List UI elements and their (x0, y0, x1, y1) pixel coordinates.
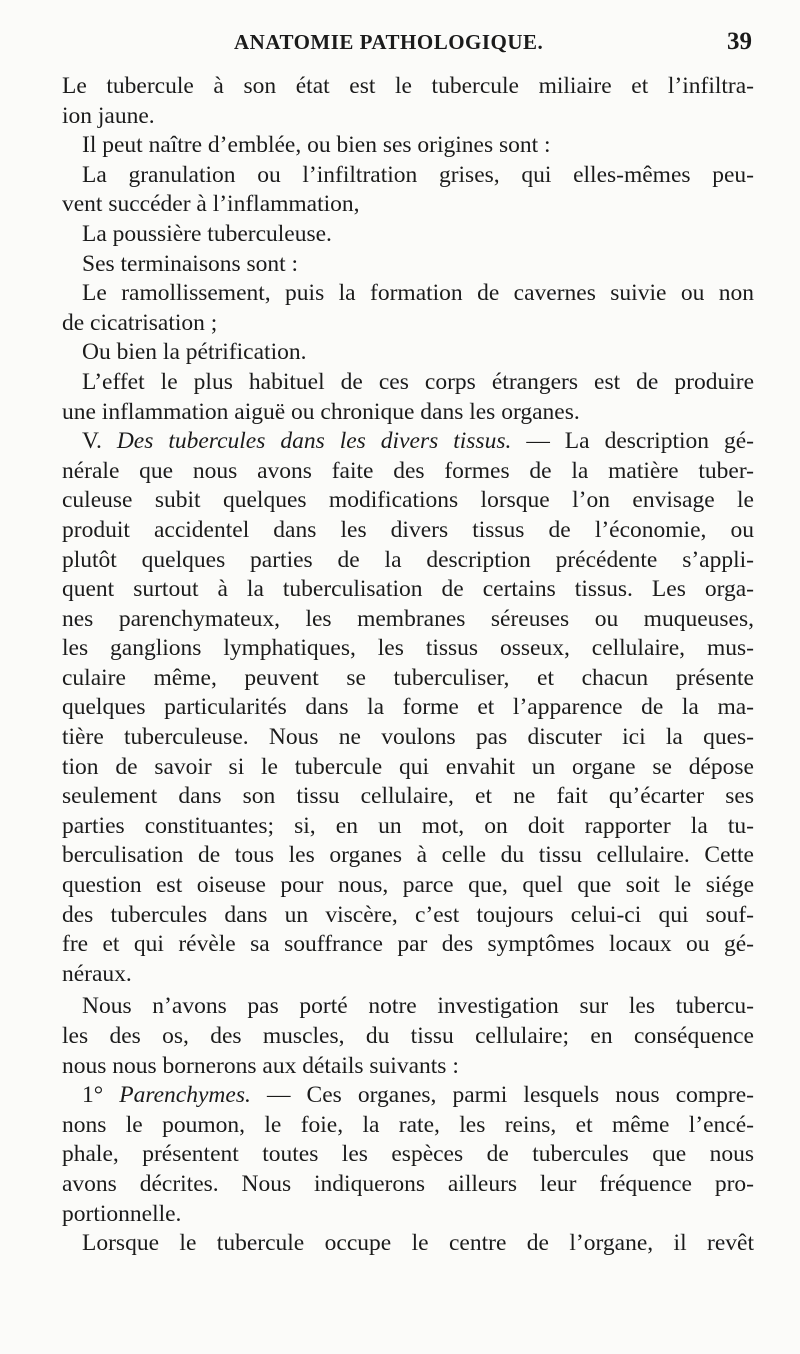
text-line: quent surtout à la tuberculisation de certains tissus. Les orga- (62, 576, 754, 603)
text-line: Le ramollissement, puis la formation de cavernes suivie ou non (82, 280, 754, 307)
text-line: tière tuberculeuse. Nous ne voulons pas discuter ici la ques- (62, 724, 754, 751)
section-heading-italic: Parenchymes. (119, 1082, 251, 1109)
line-prefix: V. (82, 428, 117, 455)
text-line: quelques particularités dans la forme et l’apparence de la ma- (62, 694, 754, 721)
text-line: culaire même, peuvent se tuberculiser, et chacun présente (62, 664, 754, 691)
text-line: Il peut naître d’emblée, ou bien ses origines sont : (82, 132, 551, 159)
text-line: vent succéder à l’inflammation, (62, 191, 360, 218)
text-line: des tubercules dans un viscère, c’est toujours celui-ci qui souf- (62, 901, 754, 928)
text-line: plutôt quelques parties de la description précédente s’appli- (62, 546, 754, 573)
text-line: les des os, des muscles, du tissu cellulaire; en conséquence (62, 1023, 754, 1049)
text-line: une inflammation aiguë ou chronique dans les organes. (62, 398, 580, 425)
text-line (62, 1081, 754, 1111)
text-line: nons le poumon, le foie, la rate, les reins, et même l’encé- (62, 1111, 754, 1138)
text-line: La poussière tuberculeuse. (82, 220, 332, 247)
body-text (62, 72, 754, 1259)
text-line: de cicatrisation ; (62, 309, 218, 336)
line-suffix: — La description gé- (511, 428, 754, 455)
running-head: ANATOMIE PATHOLOGIQUE. (234, 30, 544, 54)
text-line: phale, présentent toutes les espèces de tubercules que nous (62, 1141, 754, 1168)
text-line: tion de savoir si le tubercule qui envahit un organe se dépose (62, 753, 754, 780)
text-line: La granulation ou l’infiltration grises, qui elles-mêmes peu- (82, 161, 754, 188)
text-line: nérale que nous avons faite des formes de la matière tuber- (62, 457, 754, 484)
text-line: produit accidentel dans les divers tissus de l’économie, ou (62, 516, 754, 543)
text-line: Lorsque le tubercule occupe le centre de l’organe, il revêt (82, 1230, 754, 1257)
text-line: Le tubercule à son état est le tubercule miliaire et l’infiltra- (62, 73, 754, 99)
text-line: les ganglions lymphatiques, les tissus osseux, cellulaire, mus- (62, 635, 754, 662)
text-line: seulement dans son tissu cellulaire, et ne fait qu’écarter ses (62, 783, 754, 810)
text-line: Ou bien la pétrification. (82, 339, 307, 366)
text-line: avons décrites. Nous indiquerons ailleurs leur fréquence pro- (62, 1170, 754, 1197)
text-line (62, 427, 754, 457)
text-line: parties constituantes; si, en un mot, on doit rapporter la tu- (62, 812, 754, 839)
text-line: fre et qui révèle sa souffrance par des symptômes locaux ou gé- (62, 931, 754, 958)
line-suffix: — Ces organes, parmi lesquels nous compre- (250, 1082, 754, 1109)
text-line: berculisation de tous les organes à celle du tissu cellulaire. Cette (62, 842, 754, 869)
text-line: ion jaune. (62, 102, 155, 129)
page-header (60, 30, 752, 66)
text-line: question est oiseuse pour nous, parce que, quel que soit le siége (62, 872, 754, 899)
text-line: nes parenchymateux, les membranes séreuses ou muqueuses, (62, 605, 754, 632)
text-line: Nous n’avons pas porté notre investigation sur les tubercu- (82, 993, 754, 1020)
text-line: culeuse subit quelques modifications lorsque l’on envisage le (62, 487, 754, 514)
text-line: Ses terminaisons sont : (82, 250, 299, 277)
page-number: 39 (727, 28, 752, 55)
text-line: néraux. (62, 960, 132, 987)
text-line: portionnelle. (62, 1200, 182, 1227)
line-prefix: 1° (82, 1082, 120, 1109)
text-line: L’effet le plus habituel de ces corps étrangers est de produire (82, 368, 754, 395)
text-line: nous nous bornerons aux détails suivants : (62, 1052, 459, 1079)
section-heading-italic: Des tubercules dans les divers tissus. (116, 428, 512, 455)
